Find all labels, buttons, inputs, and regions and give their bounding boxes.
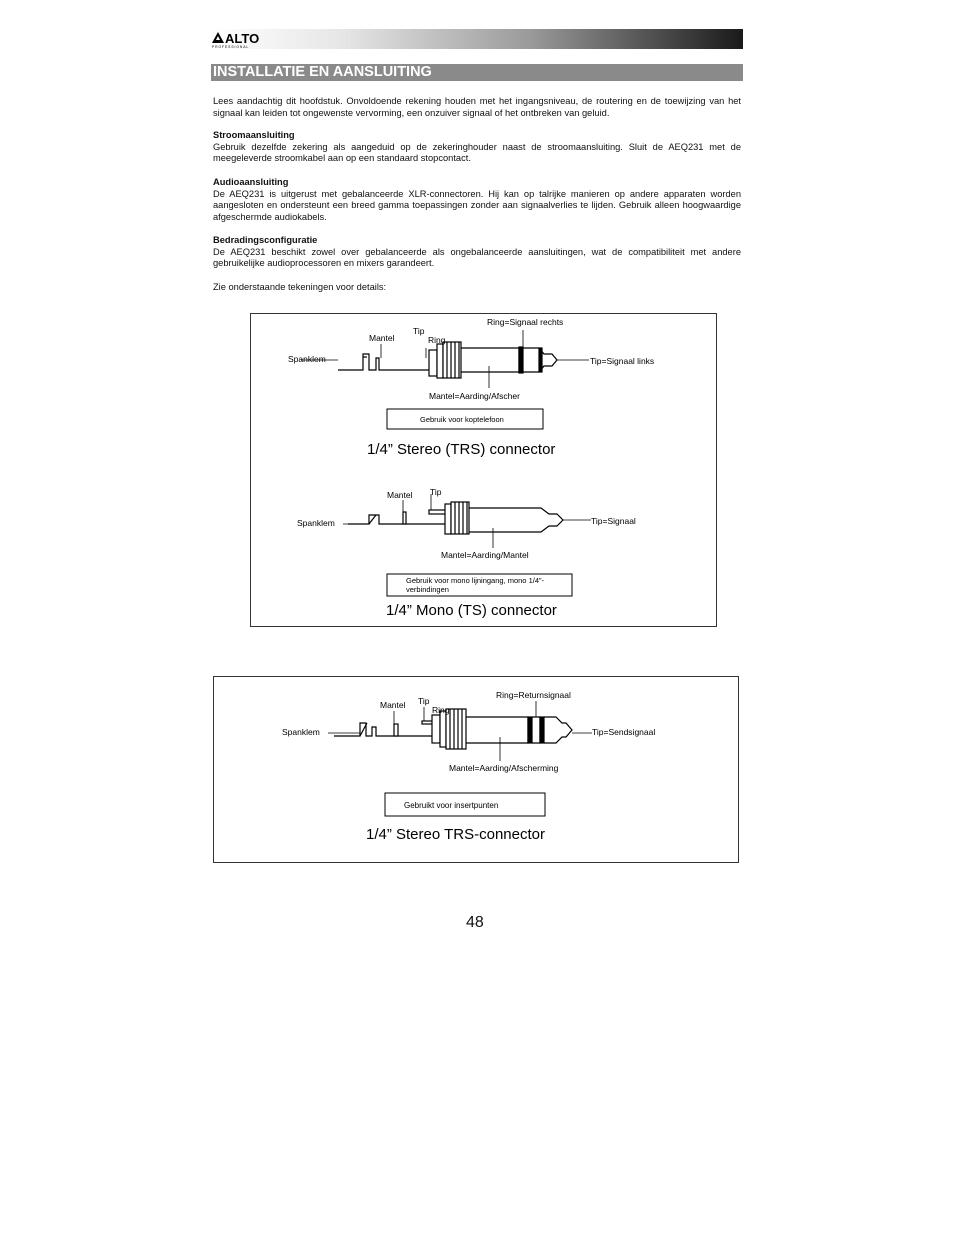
trs-title: 1/4” Stereo (TRS) connector <box>367 441 556 458</box>
logo-subtext: PROFESSIONAL <box>212 45 250 49</box>
power-body: Gebruik dezelfde zekering als aangeduid op de zekeringhouder naast de stroomaansluiting. Sluit de AEQ231 met de meegeleverde stroomkabel aan op een standaard stopcontact. <box>213 141 741 164</box>
section-title: INSTALLATIE EN AANSLUITING <box>211 64 743 81</box>
trs-spanklem-label: Spanklem <box>288 354 326 364</box>
audio-section <box>213 177 741 223</box>
audio-heading: Audioaansluiting <box>213 177 289 187</box>
insert-plug-drawing <box>334 709 592 749</box>
insert-tip-signal-label: Tip=Sendsignaal <box>592 727 656 737</box>
wiring-heading: Bedradingsconfiguratie <box>213 235 318 245</box>
trs-mantel-label: Mantel <box>369 333 395 343</box>
trs-leader-lines <box>301 330 523 388</box>
trs-plug-drawing <box>338 342 589 378</box>
connector-diagram-2-svg <box>214 677 738 862</box>
trs-tip-label: Tip <box>413 326 425 336</box>
logo-text: ALTO <box>225 31 260 46</box>
ts-mantel-label: Mantel <box>387 490 413 500</box>
insert-title: 1/4” Stereo TRS-connector <box>366 826 545 843</box>
wiring-section <box>213 235 741 270</box>
insert-mantel-label: Mantel <box>380 700 406 710</box>
trs-ring-signal-label: Ring=Signaal rechts <box>487 317 564 327</box>
insert-usage-label: Gebruikt voor insertpunten <box>404 801 499 810</box>
insert-ring-signal-label: Ring=Returnsignaal <box>496 690 571 700</box>
ts-usage-label-line1: Gebruik voor mono lijningang, mono 1/4”- <box>406 576 544 585</box>
connector-diagram-2 <box>213 676 739 863</box>
connector-diagram-1 <box>250 313 717 627</box>
wiring-body: De AEQ231 beschikt zowel over gebalanceerde als ongebalanceerde aansluitingen, wat de compatibiliteit met andere gebruikelijke audioprocessoren en mixers garandeert. <box>213 246 741 269</box>
ts-leader-lines <box>343 494 493 548</box>
trs-ring-label: Ring <box>428 335 446 345</box>
audio-body: De AEQ231 is uitgerust met gebalanceerde XLR-connectoren. Hij kan op talrijke manieren op andere apparaten worden aangesloten en ondersteunt een breed gamma toepassingen zonder aan signaalverlies te lijden. Gebruik alleen hoogwaardige afgeschermde audiokabels. <box>213 188 741 222</box>
page-number: 48 <box>466 914 484 931</box>
ts-usage-label-line2: verbindingen <box>406 585 449 594</box>
ts-tip-signal-label: Tip=Signaal <box>591 516 636 526</box>
ts-plug-drawing <box>348 502 591 534</box>
trs-usage-label: Gebruik voor koptelefoon <box>420 415 504 424</box>
insert-mantel-signal-label: Mantel=Aarding/Afscherming <box>449 763 559 773</box>
intro-paragraph: Lees aandachtig dit hoofdstuk. Onvoldoende rekening houden met het ingangsniveau, de routering en de toewijzing van het signaal kan leiden tot ongewenste vervorming, een onzuiver signaal of het ontbreken van geluid. <box>213 96 741 118</box>
trs-mantel-signal-label: Mantel=Aarding/Afscher <box>429 391 520 401</box>
ts-mantel-signal-label: Mantel=Aarding/Mantel <box>441 550 529 560</box>
insert-spanklem-label: Spanklem <box>282 727 320 737</box>
ts-title: 1/4” Mono (TS) connector <box>386 602 557 619</box>
header-bar <box>210 29 743 49</box>
alto-logo <box>210 29 268 49</box>
insert-tip-label: Tip <box>418 696 430 706</box>
ts-tip-label: Tip <box>430 487 442 497</box>
ts-spanklem-label: Spanklem <box>297 518 335 528</box>
insert-ring-label: Ring <box>432 705 450 715</box>
connector-diagram-1-svg <box>251 314 716 626</box>
trs-tip-signal-label: Tip=Signaal links <box>590 356 655 366</box>
power-heading: Stroomaansluiting <box>213 130 295 140</box>
see-below-text: Zie onderstaande tekeningen voor details: <box>213 282 387 292</box>
power-section <box>213 130 741 165</box>
